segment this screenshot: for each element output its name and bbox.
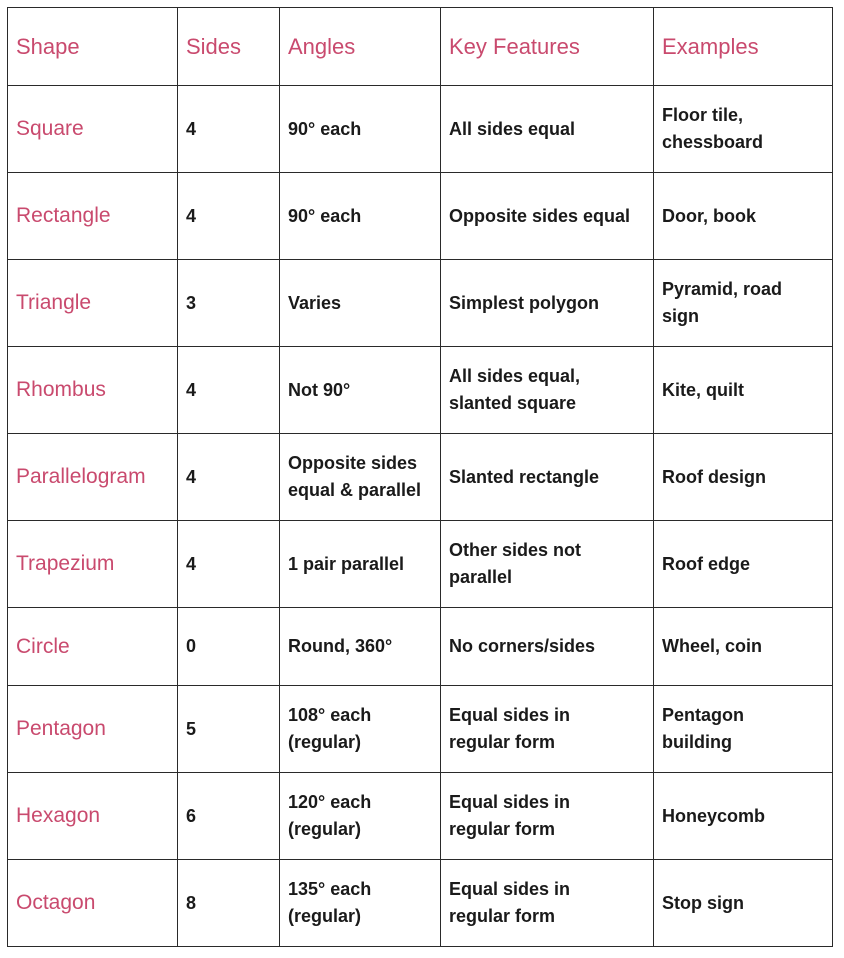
key-features-cell <box>441 260 654 347</box>
examples-cell <box>654 86 833 173</box>
examples-cell-line: building <box>662 732 732 752</box>
sides-cell: 4 <box>178 173 280 260</box>
key-features-cell-line: regular form <box>449 819 556 839</box>
table-row <box>8 173 833 260</box>
key-features-cell <box>441 686 654 773</box>
table-row <box>8 608 833 686</box>
key-features-cell-line: Equal sides in <box>449 705 571 725</box>
angles-cell-line: 108° each <box>288 705 372 725</box>
table-row <box>8 86 833 173</box>
shapes-table <box>7 7 833 947</box>
key-features-cell-line: regular form <box>449 732 556 752</box>
angles-cell <box>280 434 441 521</box>
angles-cell <box>280 86 441 173</box>
examples-cell <box>654 347 833 434</box>
sides-cell: 4 <box>178 434 280 521</box>
key-features-cell-line: Equal sides in <box>449 792 571 812</box>
examples-cell-line: Pyramid, road <box>662 279 783 299</box>
table-row <box>8 434 833 521</box>
sides-cell: 4 <box>178 347 280 434</box>
shape-name-cell: Parallelogram <box>8 434 178 521</box>
key-features-cell <box>441 860 654 947</box>
examples-cell <box>654 260 833 347</box>
angles-cell <box>280 173 441 260</box>
key-features-cell <box>441 434 654 521</box>
table-body <box>8 86 833 947</box>
examples-cell <box>654 686 833 773</box>
examples-cell-line: Roof edge <box>662 553 750 574</box>
table-row <box>8 347 833 434</box>
examples-cell <box>654 521 833 608</box>
key-features-cell-line: slanted square <box>449 393 577 413</box>
examples-cell-line: Wheel, coin <box>662 636 763 656</box>
key-features-cell-line: All sides equal, <box>449 366 581 386</box>
sides-cell: 4 <box>178 521 280 608</box>
examples-cell-line: Stop sign <box>662 892 744 913</box>
key-features-cell-line: Opposite sides equal <box>449 205 631 226</box>
examples-cell-line: sign <box>662 306 700 326</box>
examples-cell <box>654 860 833 947</box>
angles-cell-line: Not 90° <box>288 379 351 400</box>
angles-cell <box>280 521 441 608</box>
key-features-cell <box>441 608 654 686</box>
header-sides: Sides <box>178 8 280 86</box>
examples-cell-line: Door, book <box>662 205 756 226</box>
key-features-cell-line: No corners/sides <box>449 636 596 656</box>
shape-name-cell: Rectangle <box>8 173 178 260</box>
key-features-cell-line: Slanted rectangle <box>449 466 600 487</box>
sides-cell: 6 <box>178 773 280 860</box>
angles-cell-line: (regular) <box>288 906 362 926</box>
examples-cell-line: Kite, quilt <box>662 379 744 400</box>
shape-name-cell: Rhombus <box>8 347 178 434</box>
shape-name-cell: Octagon <box>8 860 178 947</box>
key-features-cell-line: regular form <box>449 906 556 926</box>
shape-name-cell: Hexagon <box>8 773 178 860</box>
header-examples: Examples <box>654 8 833 86</box>
table-row <box>8 521 833 608</box>
angles-cell-line: (regular) <box>288 732 362 752</box>
angles-cell <box>280 686 441 773</box>
angles-cell-line: 1 pair parallel <box>288 553 405 574</box>
key-features-cell-line: Simplest polygon <box>449 292 600 313</box>
key-features-cell <box>441 521 654 608</box>
angles-cell-line: Varies <box>288 292 342 313</box>
angles-cell-line: (regular) <box>288 819 362 839</box>
sides-cell: 3 <box>178 260 280 347</box>
angles-cell-line: 90° each <box>288 118 362 139</box>
examples-cell <box>654 773 833 860</box>
shape-name-cell: Square <box>8 86 178 173</box>
key-features-cell <box>441 173 654 260</box>
sides-cell: 0 <box>178 608 280 686</box>
angles-cell-line: Opposite sides <box>288 453 418 473</box>
key-features-cell <box>441 347 654 434</box>
header-row <box>8 8 833 86</box>
shape-name-cell: Triangle <box>8 260 178 347</box>
key-features-cell <box>441 86 654 173</box>
shape-name-cell: Trapezium <box>8 521 178 608</box>
table-row <box>8 773 833 860</box>
examples-cell-line: Roof design <box>662 466 766 487</box>
examples-cell <box>654 173 833 260</box>
sides-cell: 4 <box>178 86 280 173</box>
angles-cell <box>280 347 441 434</box>
examples-cell-line: Floor tile, <box>662 105 743 125</box>
table-row <box>8 260 833 347</box>
angles-cell-line: 120° each <box>288 792 372 812</box>
angles-cell-line: Round, 360° <box>288 636 393 656</box>
angles-cell <box>280 773 441 860</box>
angles-cell-line: equal & parallel <box>288 480 422 500</box>
sides-cell: 5 <box>178 686 280 773</box>
key-features-cell-line: parallel <box>449 567 513 587</box>
table-row <box>8 860 833 947</box>
angles-cell <box>280 608 441 686</box>
header-key-features: Key Features <box>441 8 654 86</box>
examples-cell-line: chessboard <box>662 132 764 152</box>
header-angles: Angles <box>280 8 441 86</box>
key-features-cell-line: Other sides not <box>449 540 582 560</box>
angles-cell-line: 135° each <box>288 879 372 899</box>
sides-cell: 8 <box>178 860 280 947</box>
examples-cell <box>654 434 833 521</box>
key-features-cell-line: All sides equal <box>449 118 576 139</box>
table-row <box>8 686 833 773</box>
examples-cell-line: Pentagon <box>662 705 745 725</box>
angles-cell-line: 90° each <box>288 205 362 226</box>
angles-cell <box>280 260 441 347</box>
shape-name-cell: Pentagon <box>8 686 178 773</box>
key-features-cell <box>441 773 654 860</box>
shape-name-cell: Circle <box>8 608 178 686</box>
examples-cell-line: Honeycomb <box>662 805 766 826</box>
key-features-cell-line: Equal sides in <box>449 879 571 899</box>
angles-cell <box>280 860 441 947</box>
header-shape: Shape <box>8 8 178 86</box>
examples-cell <box>654 608 833 686</box>
